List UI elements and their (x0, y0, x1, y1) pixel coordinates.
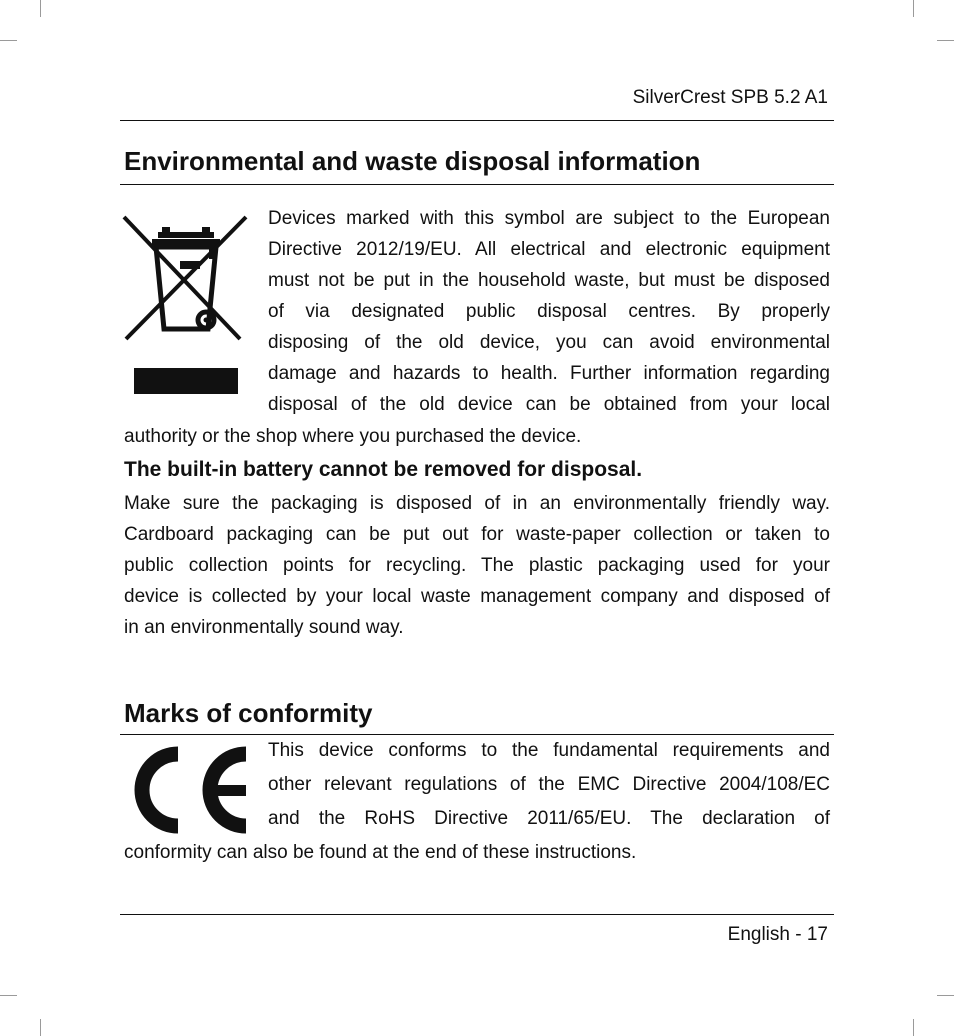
section-heading-environmental: Environmental and waste disposal information (124, 146, 701, 176)
text-line: public collection points for recycling. The plastic packaging used for your (124, 555, 830, 576)
running-header: SilverCrest SPB 5.2 A1 (632, 87, 828, 108)
weee-paragraph (268, 203, 830, 420)
footer-rule (120, 914, 834, 915)
text-line: must not be put in the household waste, but must be disposed (268, 270, 830, 291)
text-line: This device conforms to the fundamental requirements and (268, 740, 830, 761)
text-line: disposing of the old device, you can avoid environmental (268, 332, 830, 353)
packaging-paragraph (124, 488, 830, 612)
text-line: disposal of the old device can be obtained from your local (268, 394, 830, 415)
crop-mark (40, 1019, 41, 1036)
section-heading-conformity: Marks of conformity (124, 698, 373, 728)
crop-mark (0, 40, 17, 41)
conformity-paragraph (268, 734, 830, 836)
crop-mark (40, 0, 41, 17)
text-line: of via designated public disposal centres. By properly (268, 301, 830, 322)
ce-mark-icon (122, 745, 250, 835)
battery-note-heading: The built-in battery cannot be removed for disposal. (124, 458, 643, 481)
packaging-paragraph-end: in an environmentally sound way. (124, 617, 404, 638)
page-number: English - 17 (727, 924, 828, 945)
crossed-out-wheelie-bin-icon (122, 213, 250, 397)
text-line: device is collected by your local waste management company and disposed of (124, 586, 830, 607)
text-line: Directive 2012/19/EU. All electrical and electronic equipment (268, 239, 830, 260)
conformity-paragraph-end: conformity can also be found at the end of these instructions. (124, 842, 637, 863)
text-line: damage and hazards to health. Further information regarding (268, 363, 830, 384)
crop-mark (937, 40, 954, 41)
text-line: and the RoHS Directive 2011/65/EU. The declaration of (268, 808, 830, 829)
crop-mark (913, 1019, 914, 1036)
text-line: Cardboard packaging can be put out for waste-paper collection or taken to (124, 524, 830, 545)
header-rule (120, 120, 834, 121)
crop-mark (937, 995, 954, 996)
text-line: Make sure the packaging is disposed of in an environmentally friendly way. (124, 493, 830, 514)
text-line: Devices marked with this symbol are subject to the European (268, 208, 830, 229)
crop-mark (913, 0, 914, 17)
crop-mark (0, 995, 17, 996)
weee-paragraph-end: authority or the shop where you purchased the device. (124, 426, 582, 447)
text-line: other relevant regulations of the EMC Directive 2004/108/EC (268, 774, 830, 795)
section-rule (120, 184, 834, 185)
